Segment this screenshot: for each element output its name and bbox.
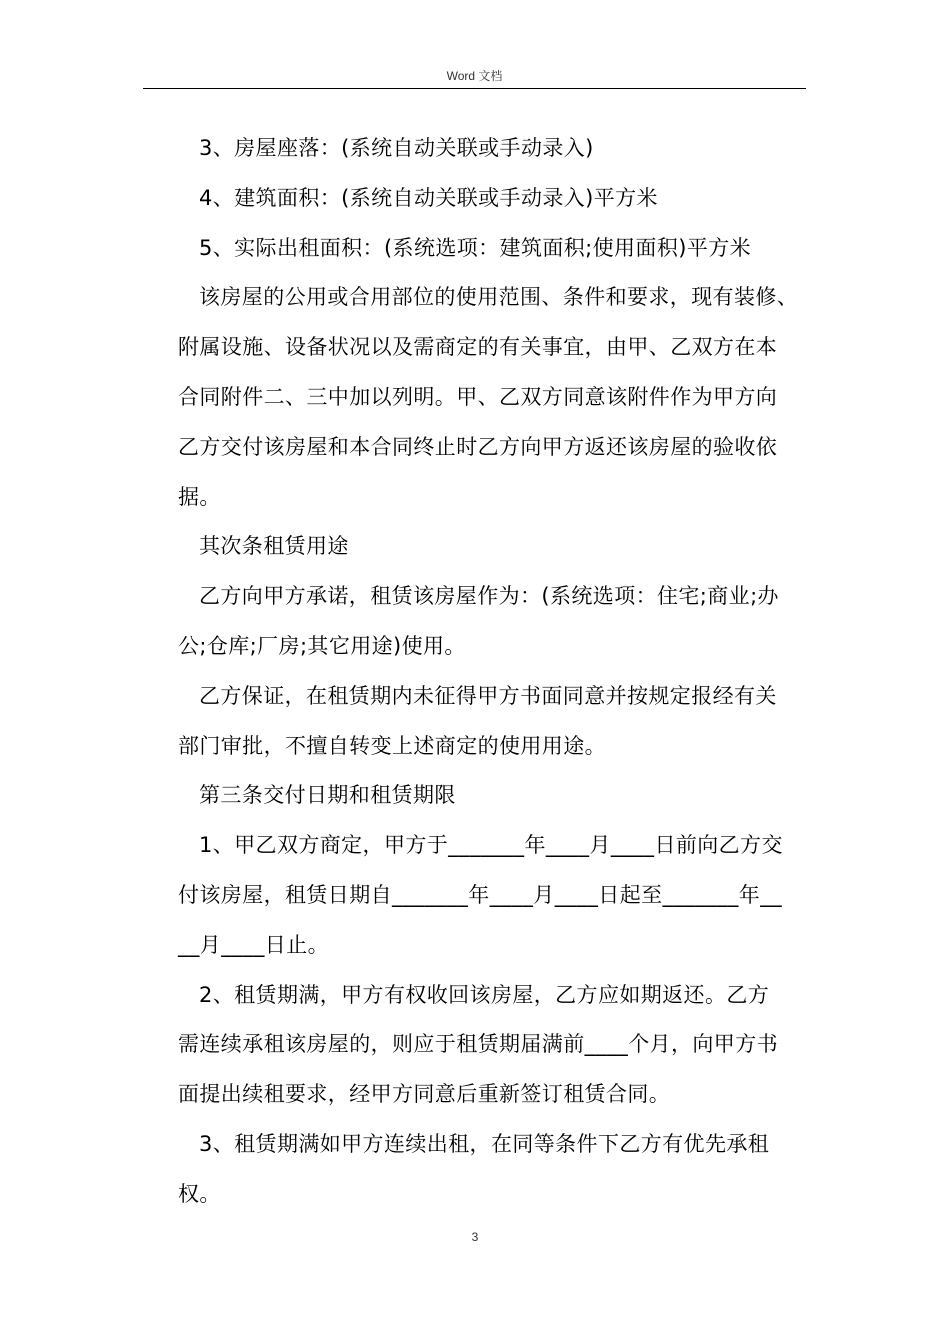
page-header	[143, 68, 806, 90]
text-line: 合同附件二、三中加以列明。甲、乙双方同意该附件作为甲方向	[178, 384, 778, 409]
text-line: 附属设施、设备状况以及需商定的有关事宜，由甲、乙双方在本	[178, 335, 778, 360]
text-line: 乙方保证，在租赁期内未征得甲方书面同意并按规定报经有关	[199, 683, 777, 708]
text-line: 据。	[178, 484, 221, 509]
text-line: 面提出续租要求，经甲方同意后重新签订租赁合同。	[178, 1082, 671, 1107]
header-title: Word 文档	[446, 69, 503, 83]
text-line: 部门审批，不擅自转变上述商定的使用用途。	[178, 733, 606, 758]
page-footer	[0, 1230, 950, 1244]
document-body	[178, 124, 818, 1220]
text-line: __月____日止。	[178, 932, 329, 957]
header-divider	[143, 88, 806, 89]
text-line: 付该房屋，租赁日期自_______年____月____日起至_______年__	[178, 882, 782, 907]
text-line: 4、建筑面积：(系统自动关联或手动录入)平方米	[199, 185, 658, 210]
text-line: 乙方交付该房屋和本合同终止时乙方向甲方返还该房屋的验收依	[178, 434, 778, 459]
text-line: 其次条租赁用途	[199, 534, 349, 559]
text-line: 1、甲乙双方商定，甲方于_______年____月____日前向乙方交	[199, 833, 783, 858]
text-line: 乙方向甲方承诺，租赁该房屋作为：(系统选项：住宅;商业;办	[199, 584, 779, 609]
text-line: 5、实际出租面积：(系统选项：建筑面积;使用面积)平方米	[199, 235, 752, 260]
text-line: 第三条交付日期和租赁期限	[199, 783, 456, 808]
text-line: 需连续承租该房屋的，则应于租赁期届满前____个月，向甲方书	[178, 1032, 778, 1057]
text-line: 公;仓库;厂房;其它用途)使用。	[178, 633, 466, 658]
text-line: 权。	[178, 1181, 221, 1206]
text-line: 3、租赁期满如甲方连续出租，在同等条件下乙方有优先承租	[199, 1131, 770, 1156]
text-line: 该房屋的公用或合用部位的使用范围、条件和要求，现有装修、	[199, 285, 799, 310]
text-line: 2、租赁期满，甲方有权收回该房屋，乙方应如期返还。乙方	[199, 982, 770, 1007]
page-number: 3	[471, 1230, 479, 1244]
text-line: 3、房屋座落：(系统自动关联或手动录入)	[199, 136, 594, 160]
